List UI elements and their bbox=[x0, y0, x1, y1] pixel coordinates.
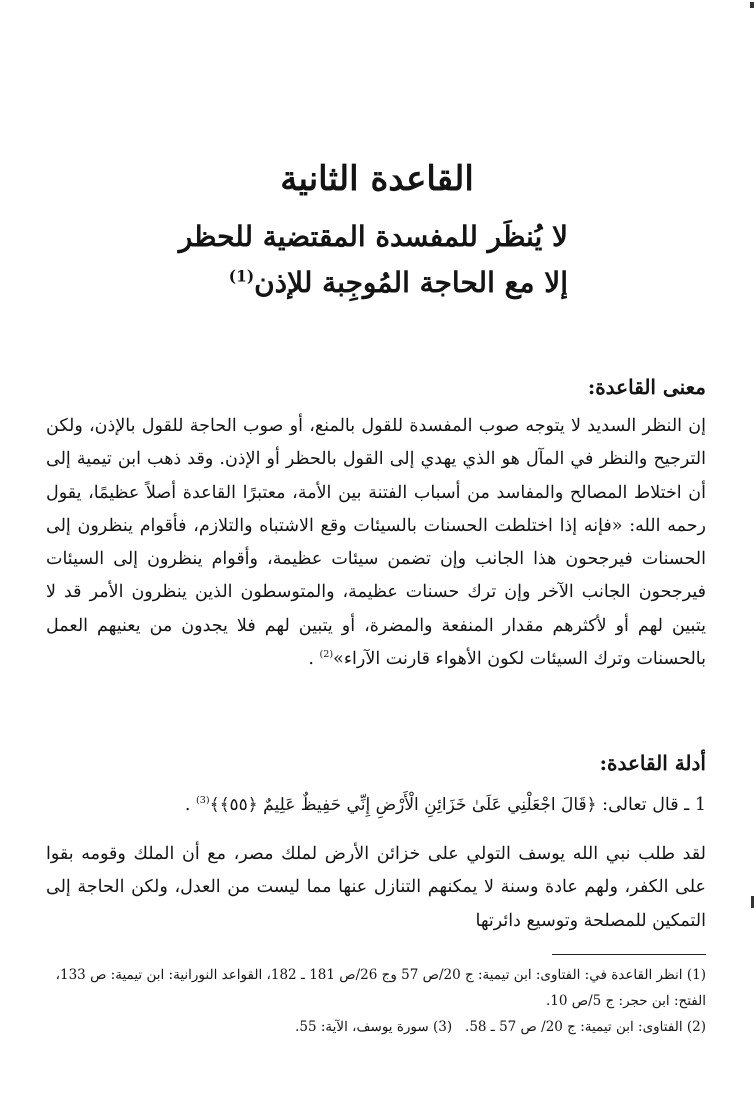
rule-statement-line-1: لا يُنظَر للمفسدة المقتضية للحظر bbox=[178, 220, 568, 253]
footnote-ref-1: (1) bbox=[228, 267, 255, 286]
evidence-item-1-end: . bbox=[184, 795, 191, 815]
scan-edge-mark-top bbox=[750, 2, 754, 8]
evidence-paragraph: لقد طلب نبي الله يوسف التولي على خزائن الأرض لملك مصر، مع أن الملك وقومه بقوا على الكفر، ولهم عادة وسنة لا يمكنهم التنازل عنها مما ليست من العدل، ولكن الحاجة إلى التمكين للمصلحة وتوسيع دائرتها bbox=[46, 844, 706, 931]
footnote-2: (2) الفتاوى: ابن تيمية: ج 20/ ص 57 ـ 58. bbox=[465, 1019, 706, 1035]
evidence-item-1 bbox=[46, 788, 706, 822]
footnote-1: (1) انظر القاعدة في: الفتاوى: ابن تيمية: ج 20/ص 57 وج 26/ص 181 ـ 182، القواعد النورانية: ابن تيمية: ص 133، الفتح: ابن حجر: ج 5/ص 10. bbox=[55, 967, 706, 1009]
meaning-text: إن النظر السديد لا يتوجه صوب المفسدة للقول بالمنع، أو صوب الحاجة للقول بالإذن، ولكن الترجيح والنظر في المآل هو الذي يهدي إلى القول بالحظر أو الإذن. وقد ذهب ابن تيمية إلى أن اختلاط المصالح والمفاسد من أسباب الفتنة بين الأمة، معتبرًا القاعدة أصلاً عظيمًا، يقول رحمه الله: «فإنه إذا اختلطت الحسنات بالسيئات وقع الاشتباه والتلازم، فأقوام ينظرون إلى الحسنات فيرجحون هذا الجانب وإن تضمن سيئات عظيمة، وأقوام ينظرون إلى السيئات فيرجحون الجانب الآخر وإن ترك حسنات عظيمة، والمتوسطون الذين ينظرون الأمر قد لا يتبين لهم أو لأكثرهم مقدار المنفعة والمضرة، أو يتبين لهم فلا يجدون من يعنيهم العمل بالحسنات وترك السيئات لكون الأهواء قارنت الآراء» bbox=[46, 416, 706, 670]
footnote-ref-3: (3) bbox=[195, 795, 210, 807]
footnote-3: (3) سورة يوسف، الآية: 55. bbox=[295, 1019, 453, 1035]
rule-statement bbox=[148, 214, 568, 306]
footnote-ref-2: (2) bbox=[319, 649, 334, 661]
meaning-heading: معنى القاعدة: bbox=[587, 375, 706, 399]
footnote-2-3 bbox=[42, 1014, 706, 1040]
meaning-end: . bbox=[308, 649, 314, 670]
quran-verse: ﴿قَالَ اجْعَلْنِي عَلَىٰ خَزَائِنِ الْأَرْضِ إِنِّي حَفِيظٌ عَلِيمٌ ﴿٥٥﴾﴾ bbox=[209, 795, 597, 815]
evidence-heading: أدلة القاعدة: bbox=[599, 751, 706, 775]
rule-statement-line-2: إلا مع الحاجة المُوجِبة للإذن bbox=[254, 266, 568, 299]
meaning-paragraph bbox=[46, 410, 706, 676]
evidence-item-1-prefix: 1 ـ قال تعالى: bbox=[602, 795, 706, 815]
page-title: القاعدة الثانية bbox=[280, 159, 474, 199]
footnote-separator bbox=[552, 954, 706, 955]
